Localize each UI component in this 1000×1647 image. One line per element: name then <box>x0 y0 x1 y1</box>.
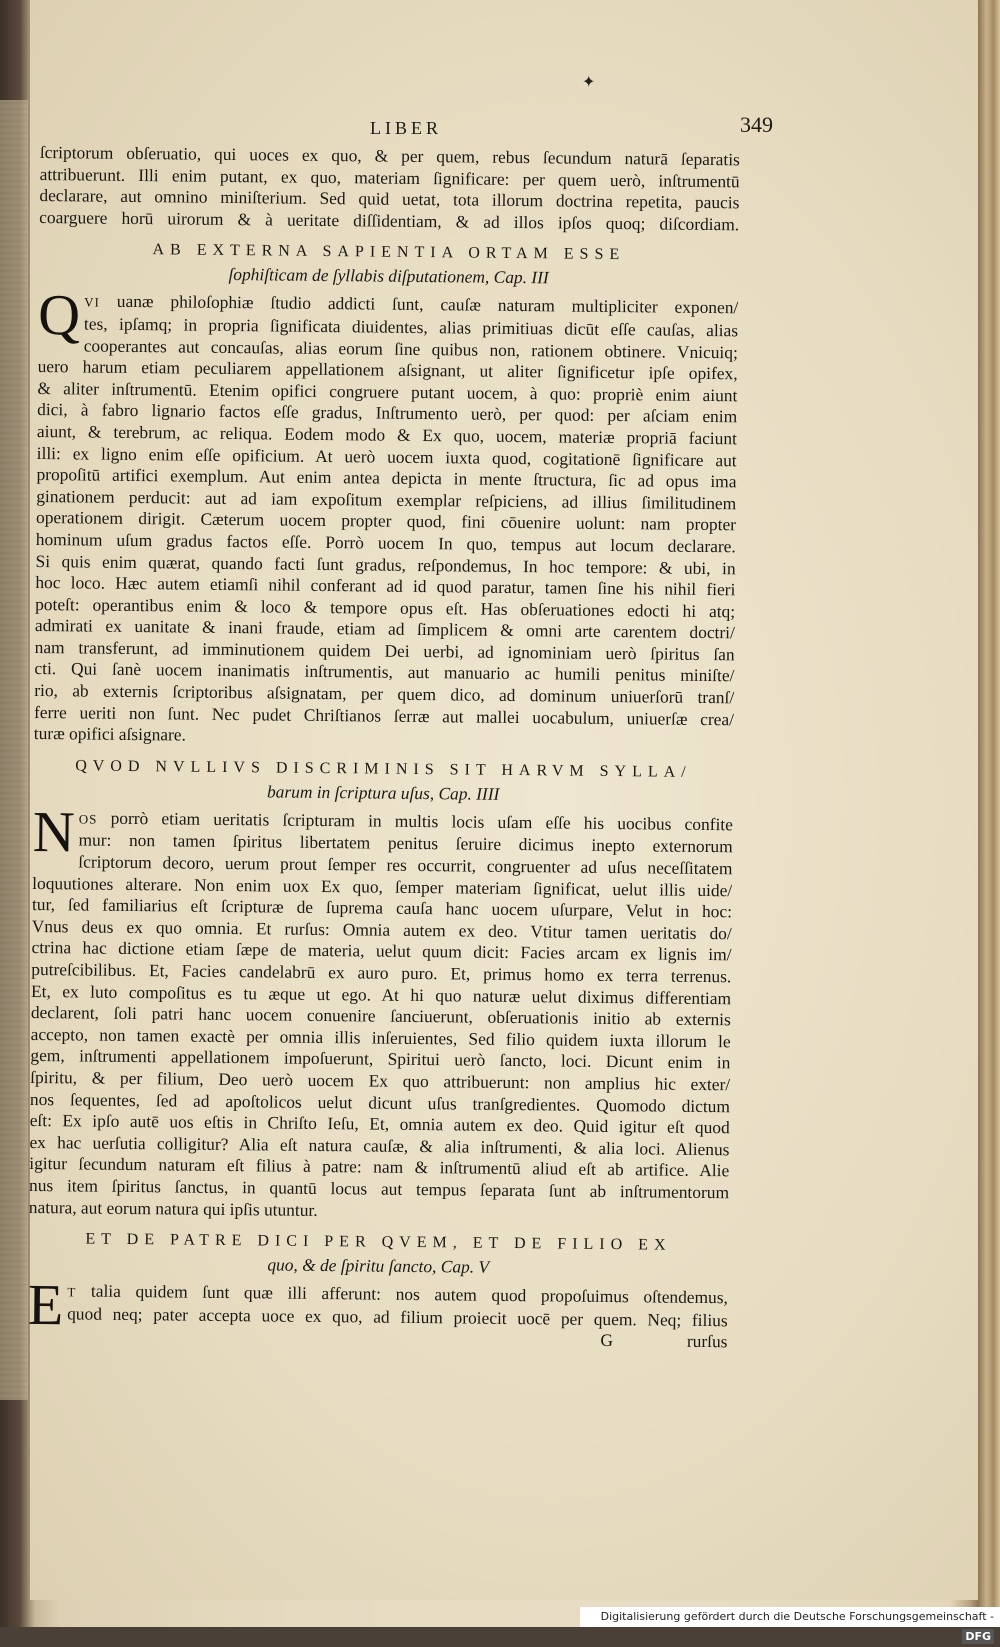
text-line: hoc loco. Hæc autem etiamſi nihil conferant ad id quod paratur, tamen ſine his nihil fieri <box>35 572 736 600</box>
chapter-4-subheading: barum in ſcriptura uſus, Cap. IIII <box>266 781 500 804</box>
initial-caps: T <box>67 1284 77 1300</box>
text-line: nos ſequentes, ſed ad apoſtolicos uelut dicunt uſus tranſgredientes. Quomodo dictum <box>29 1088 731 1116</box>
facing-page-edge <box>0 100 28 1400</box>
text-line: nus item ſpiritus ſanctus, in quantū locus aut tempus ſeparata ſunt ab inſtrumentorum <box>28 1174 730 1203</box>
text-line: hominum uſum gradus factos eſſe. Porrò uocem In quo, tempus aut locum declarare. <box>35 528 736 557</box>
text-line: accepto, non tamen exactè per omnia illis inſeruientes, Sed filio quidem iuxta illorum le <box>30 1023 731 1052</box>
text-line: eſt: Ex ipſo autē uos eſtis in Chriſto Ieſu, Et, omnia autem ex deo. Quid igitur eſt quod <box>29 1110 730 1138</box>
text-line: natura, aut eorum natura qui ipſis utuntur. <box>28 1196 318 1220</box>
text-line: ſpiritu, & per filium, Deo uerò uocem Ex quo attribuerunt: non amplius hic exter/ <box>30 1066 731 1095</box>
chapter-4-heading: QVOD NVLLIVS DISCRIMINIS SIT HARVM SYLLA/ <box>75 757 692 781</box>
chapter-4-paragraph <box>28 798 733 1226</box>
chapter-5-paragraph <box>27 1272 729 1353</box>
signature-mark: G <box>600 1330 614 1351</box>
text-line: ſcriptorum obſeruatio, qui uoces ex quo, & per quem, rebus ſecundum naturā ſeparatis <box>39 142 740 170</box>
running-head-title: LIBER <box>370 118 442 138</box>
text-line: Et, ex luto compoſitus es tu æque ut ego. At hi quo naturæ uelut diximus differentiam <box>31 980 732 1008</box>
text-line: declarent, ſoli patri hanc uocem conuenire ſanciuerunt, obſeruationis initio ab externis <box>30 1002 731 1030</box>
chapter-3-paragraph <box>33 282 739 752</box>
text-line: igitur ſecundum naturam eſt filius à patre: nam & inſtrumentū aliud eſt ab artifice. Alie <box>29 1153 730 1181</box>
text-line: tur, ſed familiarius eſt ſcripturæ de ſuprema cauſa hanc uocem uſurpare, Velut in hoc: <box>31 894 733 922</box>
text-line: ex hac uerſutia colligitur? Alia eſt natura cauſæ, & alia inſtrumenti, & alia loci. Alienus <box>29 1131 730 1160</box>
page-number: 349 <box>740 112 773 137</box>
text-line: aiunt, & terebrum, ac reliqua. Eodem modo & Ex quo, uocem, materiæ propriā faciunt <box>36 420 738 449</box>
text-line: dici, à fabro lignario factos eſſe gradus, Inſtrumento uerò, per quod: per aſciam enim <box>37 399 738 427</box>
text-line: declarare, aut omnino miniſterium. Sed quid uetat, tota illorum doctrina repetita, paucis <box>39 185 740 213</box>
ink-mark: ✦ <box>582 74 596 91</box>
text-line: loquutiones alterare. Non enim uox Ex quo, ſemper materiam ſignificat, uelut illis uide/ <box>32 872 733 900</box>
text-line: admirati ex uanitate & inani fraude, etiam ad ſimplicem & omni arte carentem doctri/ <box>34 615 736 643</box>
text-line: gem, inſtrumenti appellationem impoſuerunt, Spiritui uerò ſancto, loci. Dicunt enim in <box>30 1045 731 1073</box>
dfg-logo: DFG <box>962 1629 994 1644</box>
catchword: rurſus <box>686 1331 728 1352</box>
digitization-credit <box>580 1607 1000 1643</box>
text-line: ferre ueriti non ſunt. Nec pudet Chriſtianos ſerræ aut mallei uocabulum, uniuerſæ crea/ <box>33 701 735 729</box>
text-line: Si quis enim quærat, quando facti ſunt gradus, reſpondemus, In hoc tempore: & ubi, in <box>35 550 736 578</box>
text-line: quod neq; pater accepta uoce ex quo, ad filium proiecit uocē per quem. Neq; filius <box>67 1303 728 1330</box>
text-line: Vnus deus ex quo omnia. Et rurſus: Omnia autem ex deo. Vtitur tamen ueritatis do/ <box>31 915 732 944</box>
text-line: illi: ex ligno enim eſſe opificium. At uerò uocem iuxta quod, cogitationē ſignificare aut <box>36 442 737 470</box>
text-line: putreſcibilibus. Et, Facies candelabrū ex auro puro. Et, primus homo ex terra terrenus. <box>31 958 732 987</box>
chapter-3-heading: AB EXTERNA SAPIENTIA ORTAM ESSE <box>152 241 626 264</box>
drop-initial: E <box>27 1272 64 1338</box>
text-line: mur: non tamen ſpiritus libertatem penitus ſeruire dicimus inepto externorum <box>78 829 733 857</box>
text-line: OS porrò etiam ueritatis ſcripturam in multis locis uſam eſſe his uocibus confite <box>78 807 733 835</box>
intro-paragraph <box>39 142 740 236</box>
credit-text: Digitalisierung gefördert durch die Deutsche Forschungsgemeinschaft - <box>600 1610 994 1623</box>
book-fore-edge <box>978 0 1000 1627</box>
text-line: coarguere horū uirorum & à ueritate diſſidentiam, & ad illos ipſos quoq; diſcordiam. <box>39 206 740 235</box>
text-line: poteſt: operantibus enim & loco & tempore opus eſt. Has obſeruationes edocti hi atq; <box>35 593 736 621</box>
page-text <box>27 142 740 1353</box>
text-line: ctrina hac dictione etiam ſæpe de materia, uelut quum dicit: Facies arcam ex lignis im/ <box>31 937 732 965</box>
text-line: uero harum etiam peculiarem appellationem aſsignant, ut aliter ſignificetur ipſe opifex, <box>37 356 738 384</box>
initial-caps: VI <box>84 294 101 311</box>
text-line: VI uanæ philoſophiæ ſtudio addicti ſunt, cauſæ naturam multipliciter exponen/ <box>84 291 739 318</box>
chapter-5-subheading: quo, & de ſpiritu ſancto, Cap. V <box>267 1254 490 1277</box>
drop-initial: N <box>32 798 76 865</box>
text-line: operationem dirigit. Cæterum uocem propter quod, fini cōuenire uolunt: nam propter <box>35 507 737 535</box>
text-line: attribuerunt. Illi enim putant, ex quo, materiam ſignificare: per quem uerò, inſtrumentū <box>39 163 740 191</box>
text-line: turæ opifici aſsignare. <box>33 723 187 745</box>
initial-caps: OS <box>78 811 98 827</box>
text-line: cooperantes aut concauſas, alias eorum ſine quibus non, rationem obtinere. Vnicuiq; <box>83 335 738 362</box>
text-line: propoſitū artifici exemplum. Aut enim antea depicta in mente ſtructura, ſic ad opus ima <box>36 464 737 492</box>
chapter-5-heading: ET DE PATRE DICI PER QVEM, ET DE FILIO EX <box>85 1230 672 1254</box>
text-line: ginationem perducit: aut ad iam expoſitum exemplar reſpiciens, ad illius ſimilitudinem <box>36 485 737 514</box>
text-line: cti. Qui ſanè uocem inanimatis inſtrumentis, aut manuario ac humili penitus miniſte/ <box>34 658 735 686</box>
text-line: tes, ipſamq; in propria ſignificata diuidentes, alias primitiuas dicūt eſſe cauſas, alias <box>83 313 739 341</box>
drop-initial: Q <box>37 282 81 348</box>
book-page <box>27 0 978 1600</box>
text-line: ſcriptorum decoro, uerum prout ſemper res occurrit, congruenter ad uſus neceſſitatem <box>78 851 733 879</box>
text-line: nam transferunt, ad imminutionem quidem Dei uerbi, ad ignominiam uerò ſpiritus ſan <box>34 636 735 665</box>
text-line: rio, ab externis ſcriptoribus aſsignatam, per quem dico, ad dominum uniuerſorū tranſ/ <box>34 680 735 708</box>
chapter-3-subheading: ſophiſticam de ſyllabis diſputationem, Cap. III <box>228 264 549 288</box>
text-line: T talia quidem ſunt quæ illi afferunt: nos autem quod propoſuimus oſtendemus, <box>67 1280 729 1308</box>
text-line: & aliter inſtrumentū. Etenim opifici congruere putant uocem, à quo: propriè enim aiunt <box>37 377 738 406</box>
